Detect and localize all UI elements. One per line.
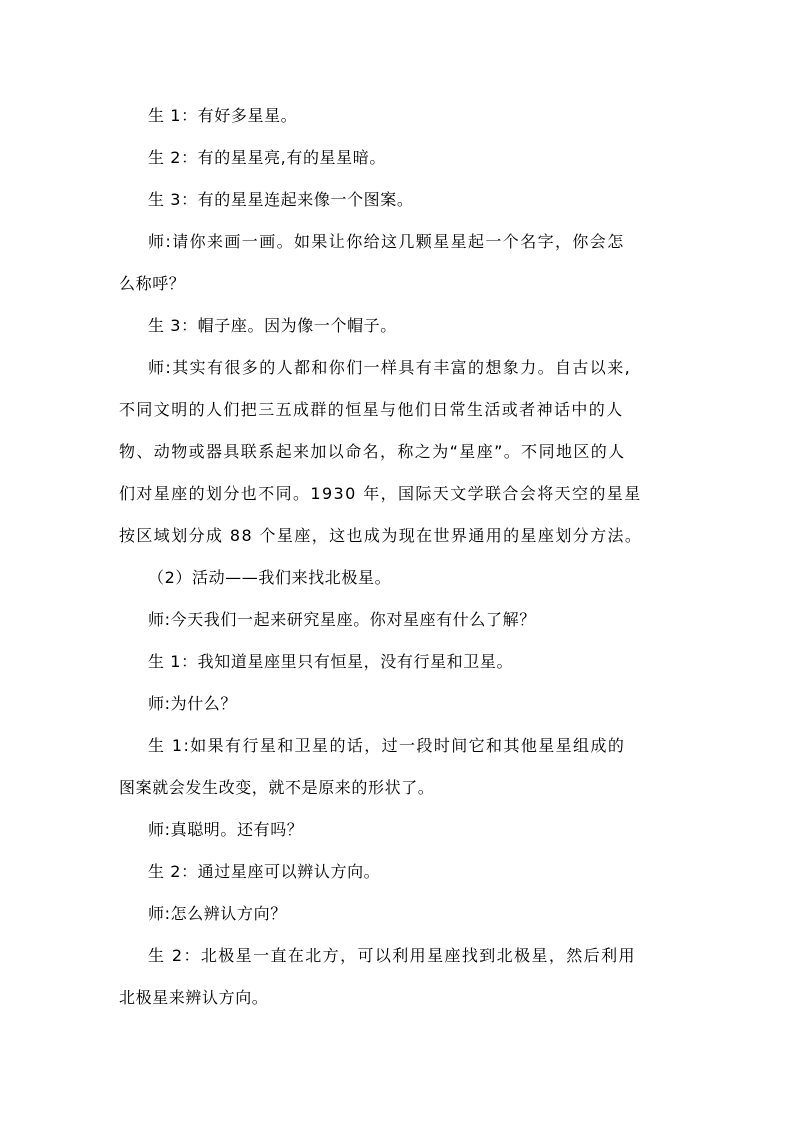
dialogue-line-continuation: 北极星来辨认方向。 xyxy=(119,988,269,1007)
dialogue-line-continuation: 们对星座的划分也不同。1930 年，国际天文学联合会将天空的星星 xyxy=(119,484,642,503)
dialogue-line: 生 3：帽子座。因为像一个帽子。 xyxy=(148,316,397,335)
dialogue-line: 生 2：北极星一直在北方，可以利用星座找到北极星，然后利用 xyxy=(148,946,636,965)
dialogue-line: 师:请你来画一画。如果让你给这几颗星星起一个名字，你会怎 xyxy=(148,232,625,251)
dialogue-line: 生 1：我知道星座里只有恒星，没有行星和卫星。 xyxy=(148,652,514,671)
dialogue-line-continuation: 图案就会发生改变，就不是原来的形状了。 xyxy=(119,778,435,797)
dialogue-line-continuation: 按区域划分成 88 个星座，这也成为现在世界通用的星座划分方法。 xyxy=(119,526,643,545)
dialogue-line-continuation: 么称呼？ xyxy=(119,274,186,293)
dialogue-line: 师:真聪明。还有吗？ xyxy=(148,820,304,839)
dialogue-line: 生 2：有的星星亮,有的星星暗。 xyxy=(148,148,386,167)
dialogue-line: 生 3：有的星星连起来像一个图案。 xyxy=(148,190,414,209)
dialogue-line-continuation: 物、动物或器具联系起来加以命名，称之为“星座”。不同地区的人 xyxy=(119,442,626,461)
dialogue-line: 生 1：有好多星星。 xyxy=(148,106,298,125)
dialogue-line: 师:其实有很多的人都和你们一样具有丰富的想象力。自古以来, xyxy=(148,358,632,377)
dialogue-line: 师:怎么辨认方向？ xyxy=(148,904,287,923)
dialogue-line: 生 2：通过星座可以辨认方向。 xyxy=(148,862,381,881)
dialogue-line: 师:今天我们一起来研究星座。你对星座有什么了解？ xyxy=(148,610,536,629)
dialogue-line-continuation: 不同文明的人们把三五成群的恒星与他们日常生活或者神话中的人 xyxy=(119,400,624,419)
dialogue-line: 生 1:如果有行星和卫星的话，过一段时间它和其他星星组成的 xyxy=(148,736,626,755)
dialogue-line: 师:为什么？ xyxy=(148,694,237,713)
section-heading: （2）活动——我们来找北极星。 xyxy=(148,568,392,587)
